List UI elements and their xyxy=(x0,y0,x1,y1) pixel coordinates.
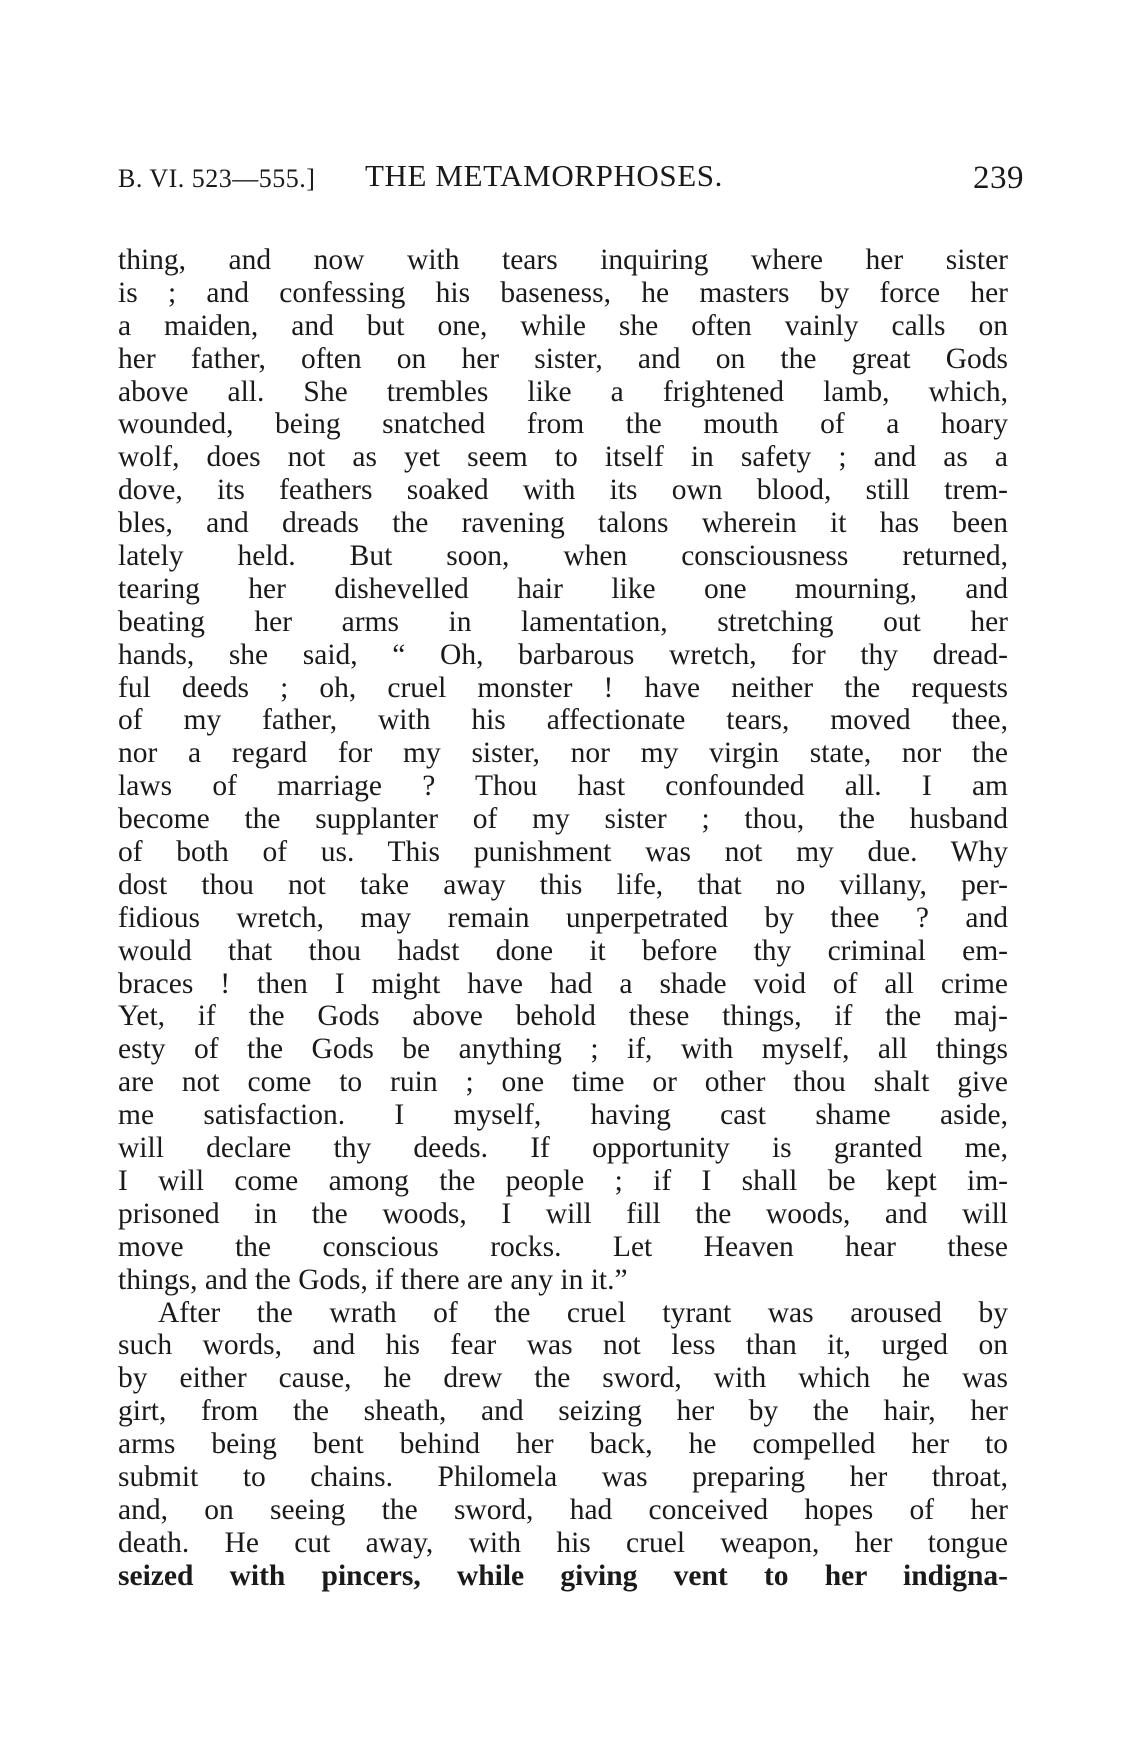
text-line: of both of us. This punishment was not my due. Why xyxy=(118,836,1008,869)
text-line: lately held. But soon, when consciousness returned, xyxy=(118,540,1008,573)
text-line: death. He cut away, with his cruel weapon, her tongue xyxy=(118,1526,1008,1559)
running-head xyxy=(118,158,1024,208)
text-line: esty of the Gods be anything ; if, with myself, all things xyxy=(118,1033,1008,1066)
text-line: of my father, with his affectionate tears, moved thee, xyxy=(118,704,1008,737)
text-line: After the wrath of the cruel tyrant was aroused by xyxy=(158,1296,1008,1329)
text-line: me satisfaction. I myself, having cast shame aside, xyxy=(118,1099,1008,1132)
body-text xyxy=(118,244,1008,1593)
text-line: her father, often on her sister, and on the great Gods xyxy=(118,342,1008,375)
text-line: will declare thy deeds. If opportunity is granted me, xyxy=(118,1132,1008,1165)
text-line: and, on seeing the sword, had conceived hopes of her xyxy=(118,1493,1008,1526)
text-line: things, and the Gods, if there are any in it.” xyxy=(118,1263,628,1296)
text-line: above all. She trembles like a frightened lamb, which, xyxy=(118,375,1008,408)
text-line: dove, its feathers soaked with its own blood, still trem- xyxy=(118,474,1008,507)
text-line: bles, and dreads the ravening talons wherein it has been xyxy=(118,507,1008,540)
text-line: seized with pincers, while giving vent to her indigna- xyxy=(118,1559,1008,1592)
text-line: braces ! then I might have had a shade void of all crime xyxy=(118,967,1008,1000)
text-line: dost thou not take away this life, that no villany, per- xyxy=(118,868,1008,901)
text-line: move the conscious rocks. Let Heaven hear these xyxy=(118,1230,1008,1263)
text-line: ful deeds ; oh, cruel monster ! have neither the requests xyxy=(118,671,1008,704)
text-line: nor a regard for my sister, nor my virgin state, nor the xyxy=(118,737,1008,770)
running-title: THE METAMORPHOSES. xyxy=(365,158,723,193)
text-line: I will come among the people ; if I shall be kept im- xyxy=(118,1164,1008,1197)
text-line: tearing her dishevelled hair like one mourning, and xyxy=(118,572,1008,605)
text-line: are not come to ruin ; one time or other thou shalt give xyxy=(118,1066,1008,1099)
page-number: 239 xyxy=(973,160,1024,196)
section-reference: B. VI. 523—555.] xyxy=(118,164,316,193)
text-line: wounded, being snatched from the mouth of a hoary xyxy=(118,408,1008,441)
text-line: become the supplanter of my sister ; thou, the husband xyxy=(118,803,1008,836)
text-line: wolf, does not as yet seem to itself in safety ; and as a xyxy=(118,441,1008,474)
text-line: by either cause, he drew the sword, with which he was xyxy=(118,1362,1008,1395)
text-line: fidious wretch, may remain unperpetrated by thee ? and xyxy=(118,901,1008,934)
text-line: laws of marriage ? Thou hast confounded all. I am xyxy=(118,770,1008,803)
text-line: girt, from the sheath, and seizing her by the hair, her xyxy=(118,1395,1008,1428)
text-line: beating her arms in lamentation, stretching out her xyxy=(118,605,1008,638)
text-line: hands, she said, “ Oh, barbarous wretch, for thy dread- xyxy=(118,638,1008,671)
text-line: Yet, if the Gods above behold these things, if the maj- xyxy=(118,1000,1008,1033)
text-line: such words, and his fear was not less than it, urged on xyxy=(118,1329,1008,1362)
text-line: is ; and confessing his baseness, he masters by force her xyxy=(118,276,1008,309)
text-line: thing, and now with tears inquiring where her sister xyxy=(118,244,1008,276)
text-line: a maiden, and but one, while she often vainly calls on xyxy=(118,309,1008,342)
text-line: submit to chains. Philomela was preparing her throat, xyxy=(118,1460,1008,1493)
text-line: arms being bent behind her back, he compelled her to xyxy=(118,1428,1008,1461)
text-line: prisoned in the woods, I will fill the woods, and will xyxy=(118,1197,1008,1230)
text-line: would that thou hadst done it before thy criminal em- xyxy=(118,934,1008,967)
